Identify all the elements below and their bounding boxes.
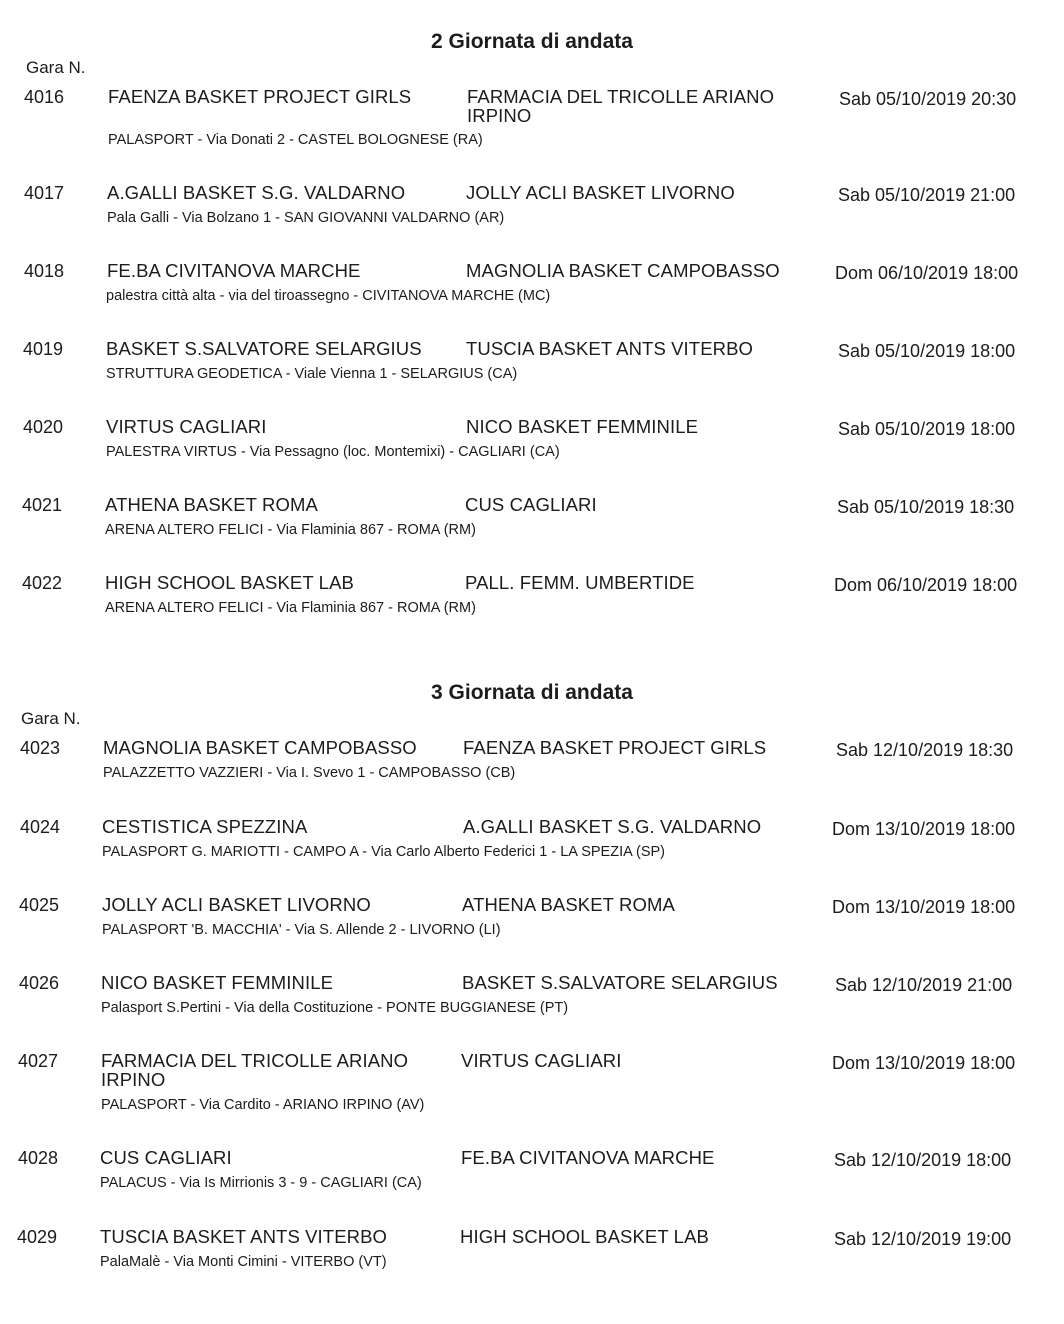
venue: PALAZZETTO VAZZIERI - Via I. Svevo 1 - CAMPOBASSO (CB) (103, 765, 516, 781)
match-row (0, 738, 1064, 816)
game-number: 4018 (24, 261, 65, 281)
home-team: TUSCIA BASKET ANTS VITERBO (100, 1226, 388, 1247)
match-row (0, 1148, 1064, 1226)
match-row (0, 87, 1064, 165)
home-team: BASKET S.SALVATORE SELARGIUS (106, 338, 422, 359)
game-number: 4023 (20, 738, 61, 758)
venue: PALACUS - Via Is Mirrionis 3 - 9 - CAGLIARI (CA) (100, 1175, 422, 1191)
match-row (0, 895, 1064, 973)
venue: PalaMalè - Via Monti Cimini - VITERBO (VT) (100, 1254, 387, 1270)
game-number: 4029 (17, 1227, 58, 1247)
round-2-title: 2 Giornata di andata (431, 30, 633, 53)
match-datetime: Sab 05/10/2019 18:30 (837, 497, 1015, 517)
match-row (0, 573, 1064, 651)
away-team: FARMACIA DEL TRICOLLE ARIANO IRPINO (467, 86, 775, 126)
away-team: ATHENA BASKET ROMA (462, 894, 675, 915)
match-datetime: Dom 06/10/2019 18:00 (834, 575, 1018, 595)
home-team: HIGH SCHOOL BASKET LAB (105, 572, 354, 593)
home-team: CUS CAGLIARI (100, 1147, 232, 1168)
game-number: 4027 (18, 1051, 59, 1071)
away-team: BASKET S.SALVATORE SELARGIUS (462, 972, 778, 993)
venue: PALASPORT - Via Donati 2 - CASTEL BOLOGNESE (RA) (108, 132, 483, 148)
match-row (0, 183, 1064, 261)
game-number: 4020 (23, 417, 64, 437)
round-3-title: 3 Giornata di andata (431, 681, 633, 704)
venue: ARENA ALTERO FELICI - Via Flaminia 867 - ROMA (RM) (105, 600, 476, 616)
home-team: MAGNOLIA BASKET CAMPOBASSO (103, 737, 417, 758)
away-team: FAENZA BASKET PROJECT GIRLS (463, 737, 767, 758)
away-team: VIRTUS CAGLIARI (461, 1050, 622, 1071)
gara-number-header: Gara N. (26, 58, 86, 77)
game-number: 4028 (18, 1148, 59, 1168)
game-number: 4026 (19, 973, 60, 993)
venue: Pala Galli - Via Bolzano 1 - SAN GIOVANNI VALDARNO (AR) (107, 210, 505, 226)
match-datetime: Sab 05/10/2019 20:30 (839, 89, 1017, 109)
home-team: FE.BA CIVITANOVA MARCHE (107, 260, 361, 281)
venue: palestra città alta - via del tiroassegno - CIVITANOVA MARCHE (MC) (106, 288, 551, 304)
match-row (0, 1227, 1064, 1305)
away-team: JOLLY ACLI BASKET LIVORNO (466, 182, 735, 203)
game-number: 4016 (24, 87, 65, 107)
match-row (0, 1051, 1064, 1147)
home-team: FAENZA BASKET PROJECT GIRLS (108, 86, 412, 107)
venue: PALESTRA VIRTUS - Via Pessagno (loc. Montemixi) - CAGLIARI (CA) (106, 444, 560, 460)
match-datetime: Dom 13/10/2019 18:00 (832, 819, 1016, 839)
game-number: 4024 (20, 817, 61, 837)
match-datetime: Sab 05/10/2019 21:00 (838, 185, 1016, 205)
match-datetime: Sab 12/10/2019 18:30 (836, 740, 1014, 760)
gara-number-header: Gara N. (21, 709, 81, 728)
match-datetime: Dom 06/10/2019 18:00 (835, 263, 1019, 283)
away-team: FE.BA CIVITANOVA MARCHE (461, 1147, 715, 1168)
venue: PALASPORT G. MARIOTTI - CAMPO A - Via Carlo Alberto Federici 1 - LA SPEZIA (SP) (102, 844, 665, 860)
match-row (0, 973, 1064, 1051)
game-number: 4021 (22, 495, 63, 515)
match-row (0, 495, 1064, 573)
game-number: 4025 (19, 895, 60, 915)
match-row (0, 417, 1064, 495)
away-team: PALL. FEMM. UMBERTIDE (465, 572, 695, 593)
home-team: ATHENA BASKET ROMA (105, 494, 318, 515)
match-row (0, 817, 1064, 895)
venue: PALASPORT - Via Cardito - ARIANO IRPINO (AV) (101, 1097, 425, 1113)
venue: PALASPORT 'B. MACCHIA' - Via S. Allende 2 - LIVORNO (LI) (102, 922, 501, 938)
match-datetime: Sab 05/10/2019 18:00 (838, 419, 1016, 439)
away-team: TUSCIA BASKET ANTS VITERBO (466, 338, 754, 359)
match-datetime: Sab 05/10/2019 18:00 (838, 341, 1016, 361)
match-row (0, 339, 1064, 417)
game-number: 4019 (23, 339, 64, 359)
venue: ARENA ALTERO FELICI - Via Flaminia 867 - ROMA (RM) (105, 522, 476, 538)
home-team: CESTISTICA SPEZZINA (102, 816, 308, 837)
home-team: A.GALLI BASKET S.G. VALDARNO (107, 182, 406, 203)
away-team: CUS CAGLIARI (465, 494, 597, 515)
away-team: MAGNOLIA BASKET CAMPOBASSO (466, 260, 780, 281)
match-row (0, 261, 1064, 339)
home-team: JOLLY ACLI BASKET LIVORNO (102, 894, 371, 915)
game-number: 4017 (24, 183, 65, 203)
venue: Palasport S.Pertini - Via della Costituzione - PONTE BUGGIANESE (PT) (101, 1000, 569, 1016)
home-team: NICO BASKET FEMMINILE (101, 972, 334, 993)
match-datetime: Dom 13/10/2019 18:00 (832, 1053, 1016, 1073)
away-team: HIGH SCHOOL BASKET LAB (460, 1226, 709, 1247)
match-datetime: Sab 12/10/2019 21:00 (835, 975, 1013, 995)
away-team: A.GALLI BASKET S.G. VALDARNO (463, 816, 762, 837)
home-team: VIRTUS CAGLIARI (106, 416, 267, 437)
away-team: NICO BASKET FEMMINILE (466, 416, 699, 437)
home-team: FARMACIA DEL TRICOLLE ARIANO IRPINO (101, 1050, 409, 1090)
game-number: 4022 (22, 573, 63, 593)
venue: STRUTTURA GEODETICA - Viale Vienna 1 - SELARGIUS (CA) (106, 366, 518, 382)
match-datetime: Sab 12/10/2019 18:00 (834, 1150, 1012, 1170)
match-datetime: Dom 13/10/2019 18:00 (832, 897, 1016, 917)
match-datetime: Sab 12/10/2019 19:00 (834, 1229, 1012, 1249)
